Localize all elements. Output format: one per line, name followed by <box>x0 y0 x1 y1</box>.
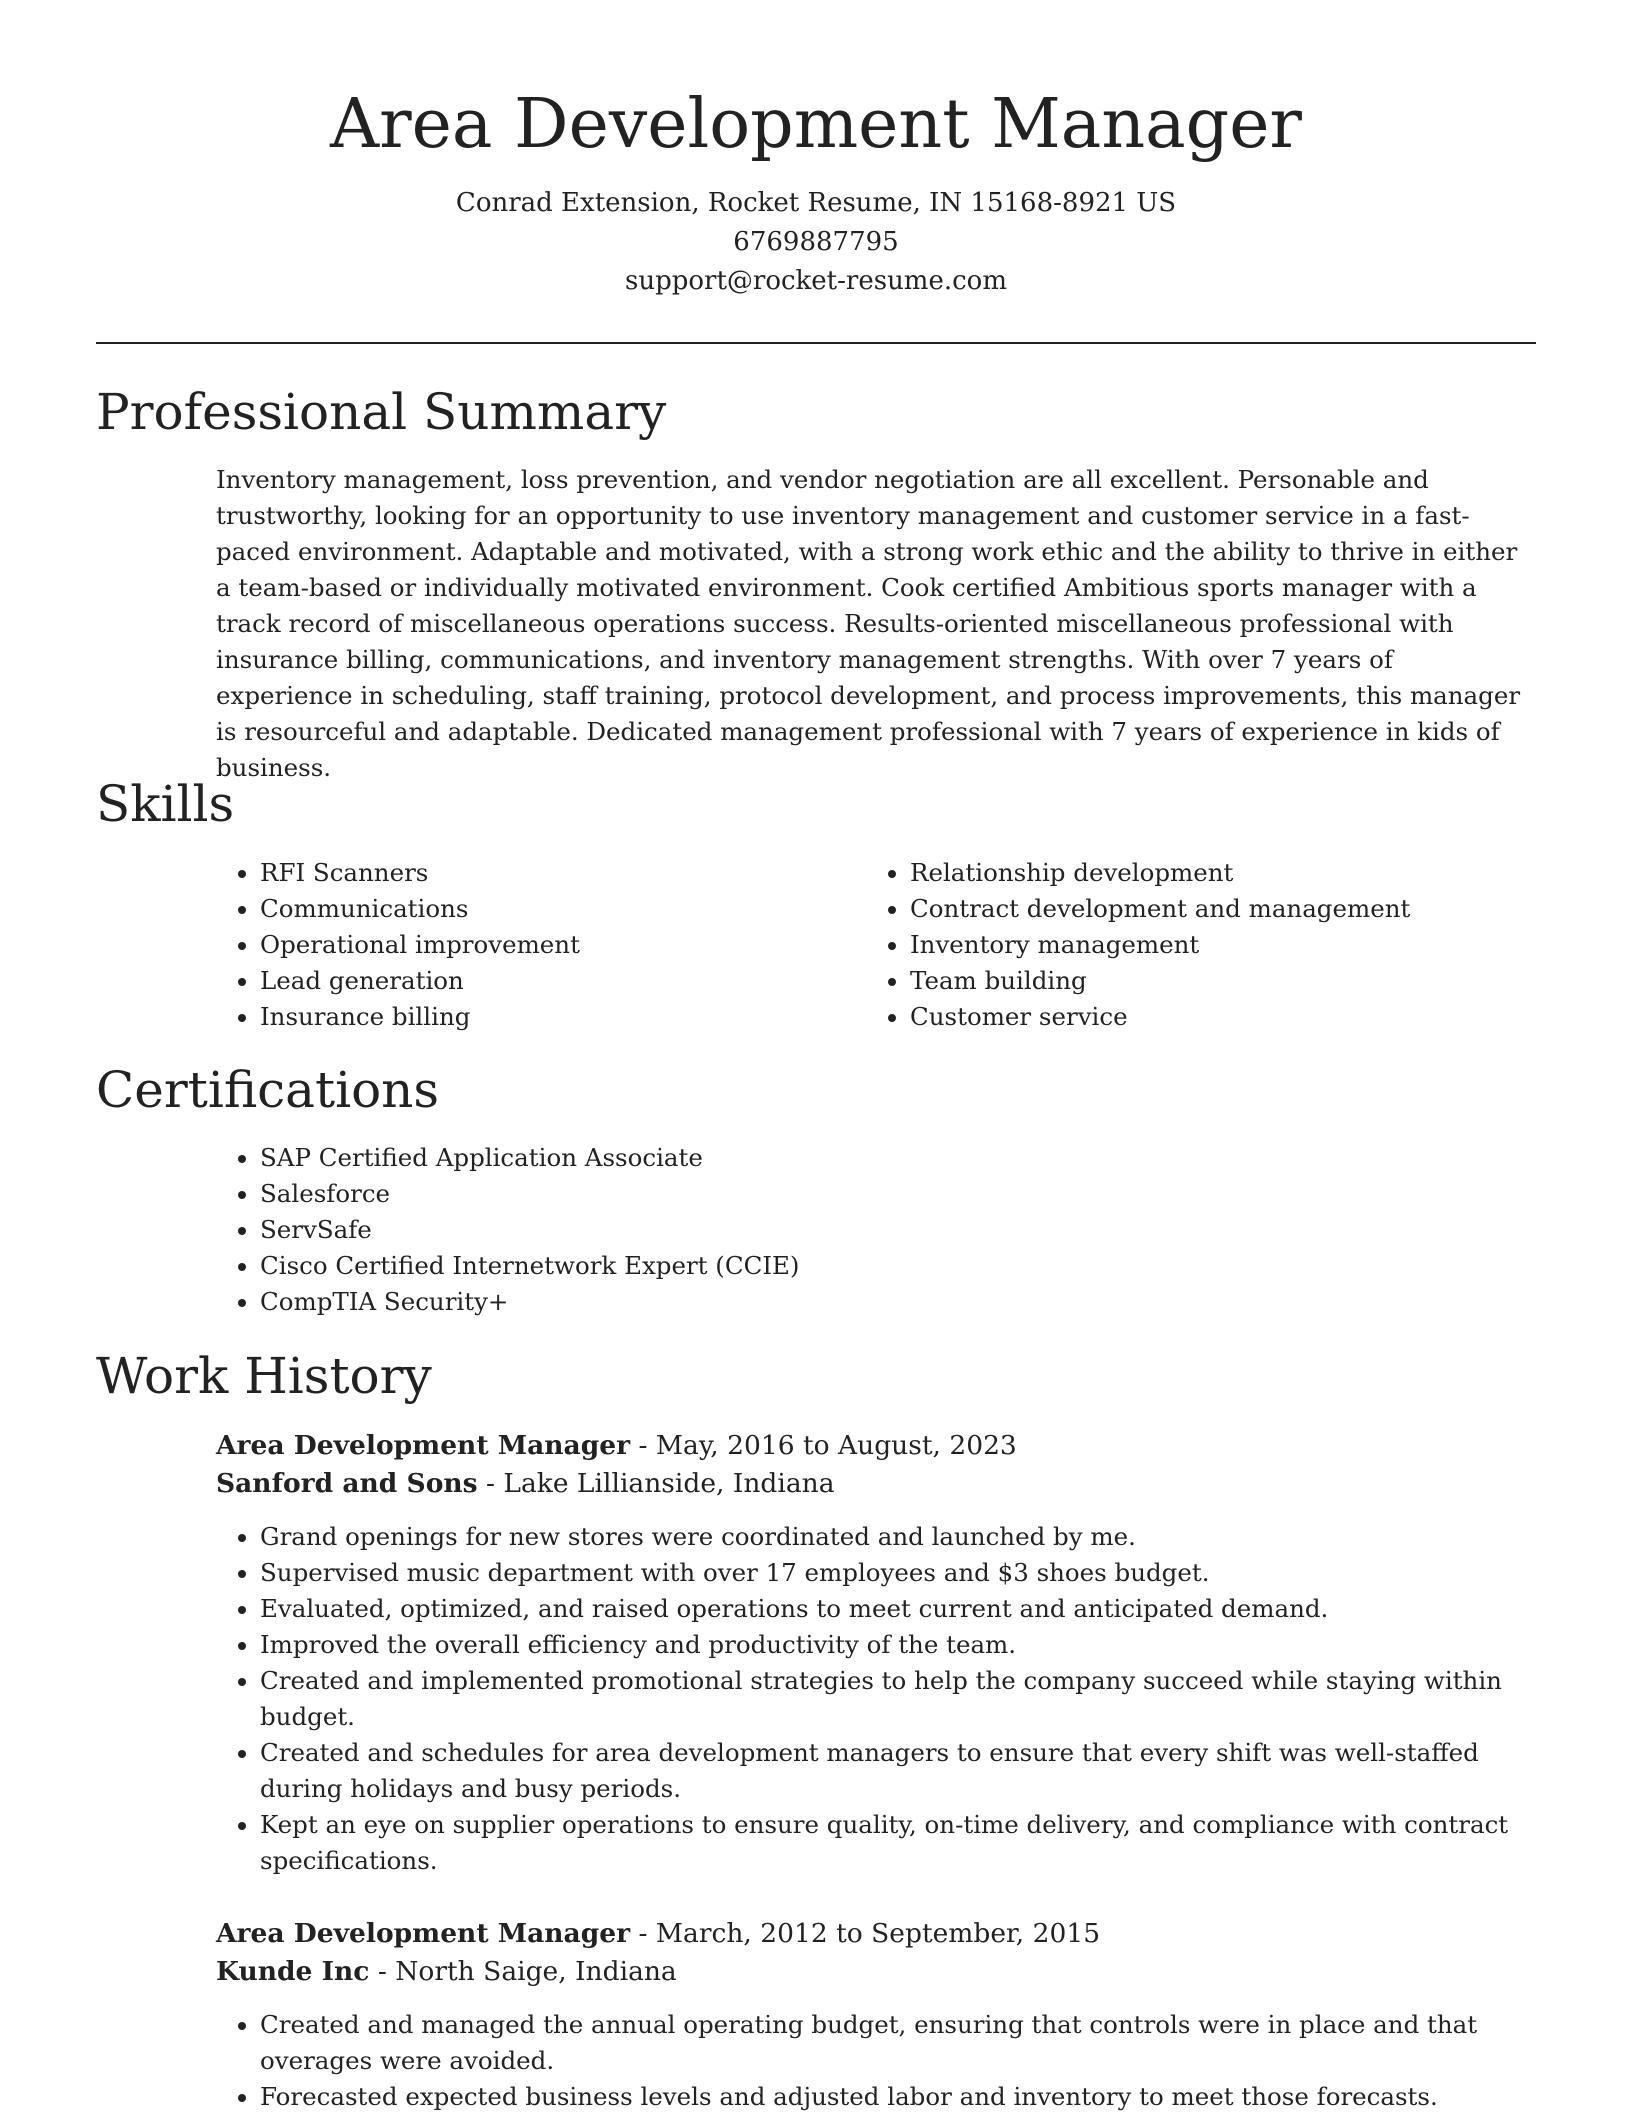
certification-item: • CompTIA Security+ <box>260 1284 1536 1320</box>
certification-item: • ServSafe <box>260 1212 1536 1248</box>
job-company-line <box>216 1953 1536 1991</box>
skill-item: • RFI Scanners <box>260 855 866 891</box>
separator: - <box>630 1918 656 1949</box>
section-title-certifications: Certifications <box>96 1061 440 1119</box>
skill-item: • Operational improvement <box>260 927 866 963</box>
phone: 6769887795 <box>733 227 899 257</box>
address: Conrad Extension, Rocket Resume, IN 15168-8921 US <box>455 188 1177 218</box>
job-bullets <box>216 1519 1536 1879</box>
skill-item: • Communications <box>260 891 866 927</box>
section-title-work-history: Work History <box>96 1347 432 1405</box>
summary-text: Inventory management, loss prevention, and vendor negotiation are all excellent. Personable and trustworthy, looking for an opportunity to use inventory management and customer service in a fast-paced environment. Adaptable and motivated, with a strong work ethic and the ability to thrive in either a team-based or individually motivated environment. Cook certified Ambitious sports manager with a track record of miscellaneous operations success. Results-oriented miscellaneous professional with insurance billing, communications, and inventory management strengths. With over 7 years of experience in scheduling, staff training, protocol development, and process improvements, this manager is resourceful and adaptable. Dedicated management professional with 7 years of experience in kids of business. <box>216 465 1521 782</box>
job-bullet: • Grand openings for new stores were coordinated and launched by me. <box>260 1519 1536 1555</box>
separator: - <box>369 1956 396 1987</box>
skill-item: • Lead generation <box>260 963 866 999</box>
certification-item: • SAP Certified Application Associate <box>260 1140 1536 1176</box>
skill-item: • Relationship development <box>910 855 1516 891</box>
job-bullet: • Improved the overall efficiency and productivity of the team. <box>260 1627 1536 1663</box>
job-title-line <box>216 1915 1536 1953</box>
job-entry <box>216 1915 1536 2112</box>
job-bullet: • Created and implemented promotional strategies to help the company succeed while staying within budget. <box>260 1663 1536 1735</box>
certification-item: • Cisco Certified Internetwork Expert (CCIE) <box>260 1248 1536 1284</box>
skills-list <box>216 855 1536 1035</box>
job-dates: May, 2016 to August, 2023 <box>655 1430 1017 1461</box>
skill-item: • Inventory management <box>910 927 1516 963</box>
job-company-line <box>216 1465 1536 1503</box>
certification-item: • Salesforce <box>260 1176 1536 1212</box>
job-location: Lake Lillianside, Indiana <box>503 1468 835 1499</box>
job-bullets <box>216 2007 1536 2112</box>
skills-column-right <box>866 855 1516 1035</box>
skill-item: • Contract development and management <box>910 891 1516 927</box>
section-title-summary: Professional Summary <box>96 383 667 441</box>
certifications-list <box>216 1140 1536 1320</box>
job-title-line <box>216 1427 1536 1465</box>
separator: - <box>630 1430 656 1461</box>
job-entry <box>216 1427 1536 1879</box>
job-role: Area Development Manager <box>216 1918 631 1949</box>
job-bullet: • Created and schedules for area development managers to ensure that every shift was well-staffed during holidays and busy periods. <box>260 1735 1536 1807</box>
job-bullet: • Kept an eye on supplier operations to ensure quality, on-time delivery, and compliance with contract specifications. <box>260 1807 1536 1879</box>
job-company: Kunde Inc <box>216 1956 370 1987</box>
separator: - <box>477 1468 504 1499</box>
section-title-skills: Skills <box>96 775 235 833</box>
resume-header <box>96 80 1536 301</box>
job-dates: March, 2012 to September, 2015 <box>655 1918 1101 1949</box>
header-divider <box>96 342 1536 344</box>
job-bullet: • Created and managed the annual operating budget, ensuring that controls were in place and that overages were avoided. <box>260 2007 1536 2079</box>
job-bullet: • Forecasted expected business levels and adjusted labor and inventory to meet those forecasts. <box>260 2079 1536 2112</box>
job-role: Area Development Manager <box>216 1430 631 1461</box>
skill-item: • Customer service <box>910 999 1516 1035</box>
skills-column-left <box>216 855 866 1035</box>
job-bullet: • Evaluated, optimized, and raised operations to meet current and anticipated demand. <box>260 1591 1536 1627</box>
candidate-name: Area Development Manager <box>330 85 1302 164</box>
contact-info <box>96 184 1536 301</box>
email: support@rocket-resume.com <box>624 266 1007 296</box>
skill-item: • Team building <box>910 963 1516 999</box>
job-location: North Saige, Indiana <box>395 1956 677 1987</box>
skill-item: • Insurance billing <box>260 999 866 1035</box>
job-bullet: • Supervised music department with over 17 employees and $3 shoes budget. <box>260 1555 1536 1591</box>
job-company: Sanford and Sons <box>216 1468 478 1499</box>
